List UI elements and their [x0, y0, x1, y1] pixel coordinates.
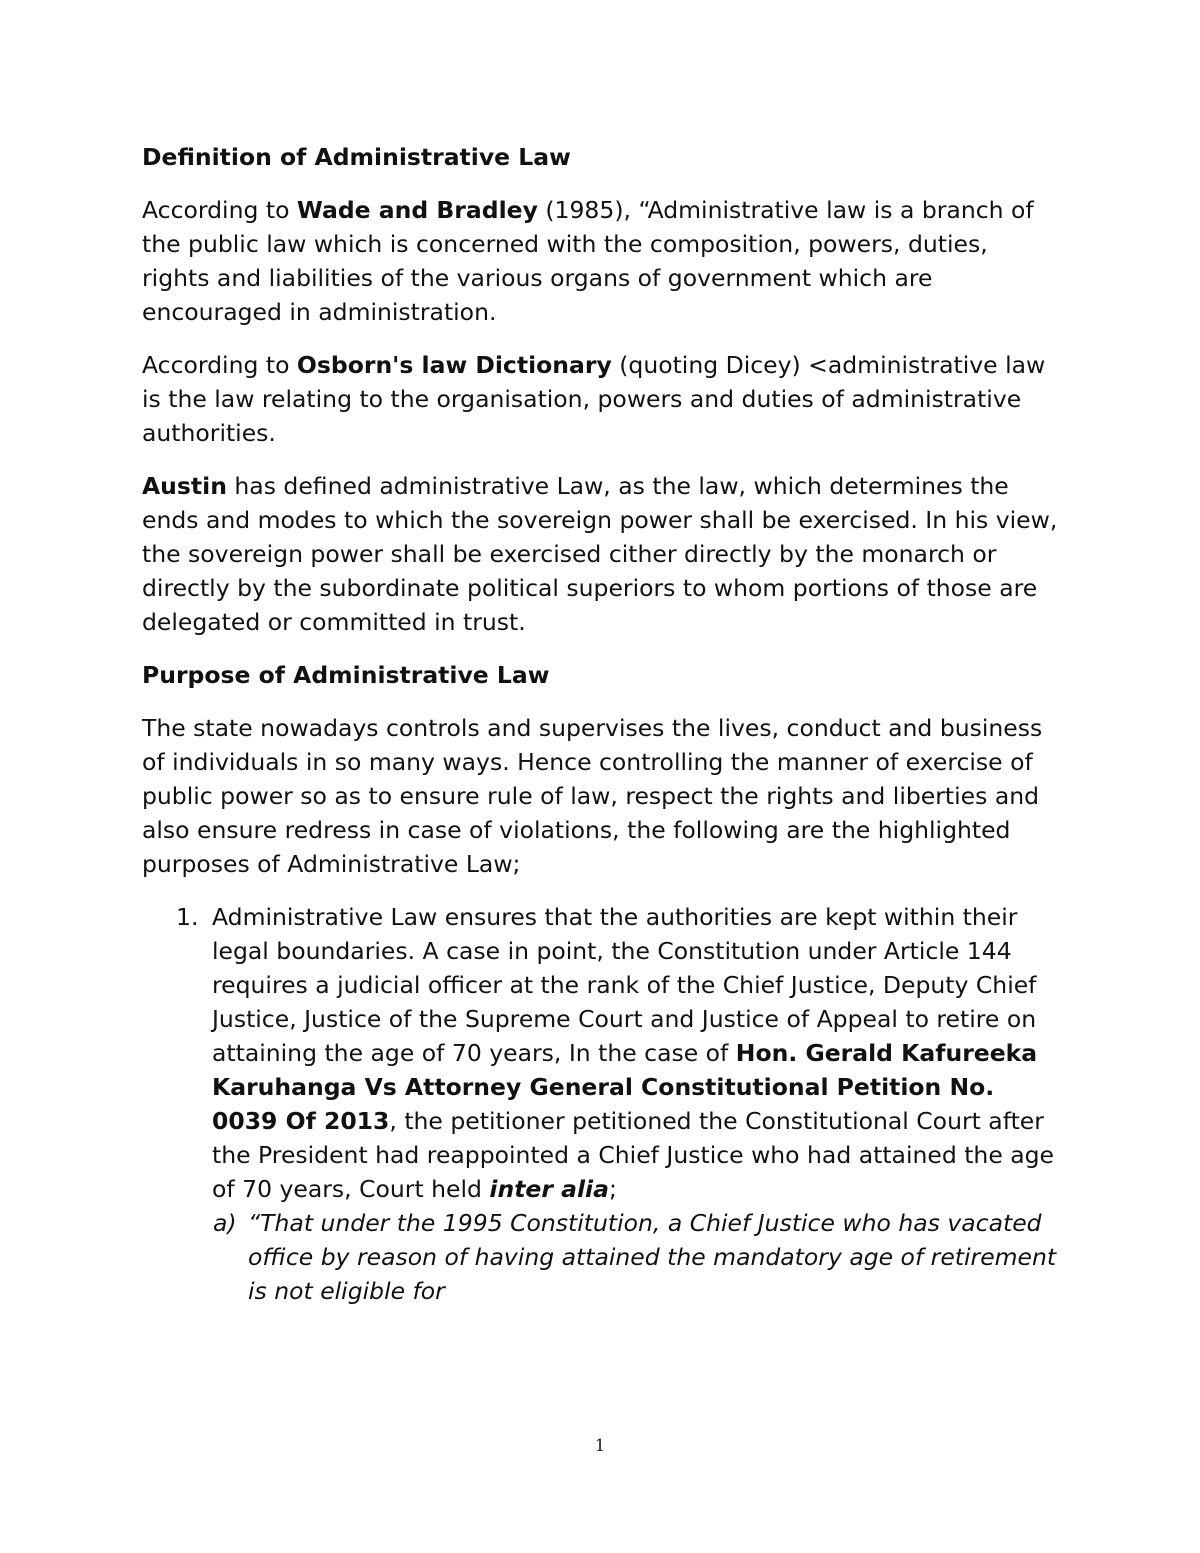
paragraph-wade-bradley	[142, 193, 1062, 329]
author-name-wade-bradley: Wade and Bradley	[296, 196, 538, 224]
text-run: ;	[608, 1175, 617, 1203]
latin-term: inter alia	[489, 1175, 609, 1203]
holding-text: “That under the 1995 Constitution, a Chief Justice who has vacated office by reason of having attained the mandatory age of retirement is not eligible for	[248, 1209, 1057, 1305]
document-body	[142, 140, 1062, 1308]
section-heading-purpose: Purpose of Administrative Law	[142, 661, 550, 689]
paragraph-austin	[142, 469, 1062, 639]
text-run: (1985), “Administrative law is a branch of the public law which is concerned with the composition, powers, duties, rights and liabilities of the various organs of government which are encouraged in administration.	[142, 196, 1034, 326]
case-citation: Hon. Gerald Kafureeka Karuhanga Vs Attorney General Constitutional Petition No. 0039 Of 2013	[212, 1039, 1038, 1135]
text-run: According to	[142, 196, 297, 224]
paragraph-osborn	[142, 348, 1062, 450]
text-run: has defined administrative Law, as the law, which determines the ends and modes to which the sovereign power shall be exercised. In his view, the sovereign power shall be exercised cither directly by the monarch or directly by the subordinate political superiors to whom portions of those are delegated or committed in trust.	[142, 472, 1058, 636]
section-heading-definition: Definition of Administrative Law	[142, 143, 571, 171]
text-run: (quoting Dicey) <administrative law is the law relating to the organisation, powers and duties of administrative authorities.	[142, 351, 1046, 447]
text-run: According to	[142, 351, 297, 379]
purpose-list	[142, 900, 1062, 1308]
paragraph-purpose-intro: The state nowadays controls and supervises the lives, conduct and business of individuals in so many ways. Hence controlling the manner of exercise of public power so as to ensure rule of law, respect the rights and liberties and also ensure redress in case of violations, the following are the highlighted purposes of Administrative Law;	[142, 714, 1043, 878]
list-item	[142, 900, 1062, 1308]
holding-list	[212, 1206, 1062, 1308]
page-number: 1	[594, 1436, 606, 1456]
holding-letter: a)	[213, 1209, 237, 1237]
list-number: 1.	[176, 903, 199, 931]
source-name-osborn: Osborn's law Dictionary	[296, 351, 612, 379]
holding-item	[142, 1206, 1062, 1308]
author-name-austin: Austin	[142, 472, 227, 500]
text-run: , the petitioner petitioned the Constitutional Court after the President had reappointed a Chief Justice who had attained the age of 70 years, Court held	[212, 1107, 1055, 1203]
text-run: Administrative Law ensures that the authorities are kept within their legal boundaries. A case in point, the Constitution under Article 144 requires a judicial officer at the rank of the Chief Justice, Deputy Chief Justice, Justice of the Supreme Court and Justice of Appeal to retire on attaining the age of 70 years, In the case of	[212, 903, 1037, 1067]
